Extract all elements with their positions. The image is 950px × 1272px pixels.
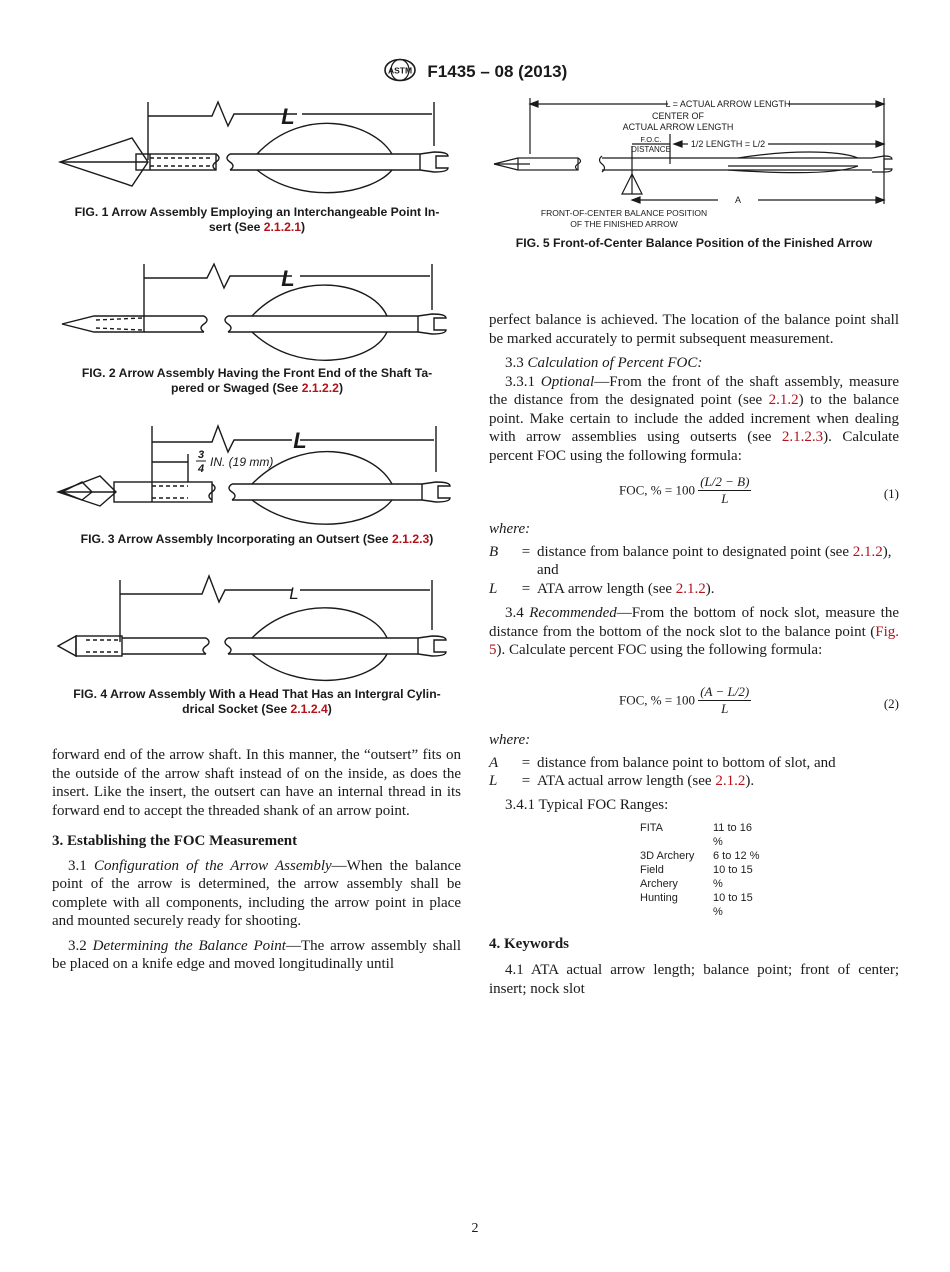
left-column-text [52, 746, 461, 980]
foc-table-row [640, 905, 783, 919]
figure-2-caption: FIG. 2 Arrow Assembly Having the Front End of the Shaft Ta- pered or Swaged (See 2.1.2.2) [81, 366, 433, 395]
fig3-dimension-text: IN. (19 mm) [210, 455, 274, 469]
figure-3-drawing [52, 420, 462, 525]
fig3-fraction-numerator: 3 [198, 449, 205, 461]
fig2-dimension-label: L [281, 266, 295, 291]
fig3-fraction-denominator: 4 [198, 463, 205, 475]
fig3-ref-link[interactable]: 2.1.2.3 [391, 532, 430, 546]
right-column-text [489, 311, 899, 471]
foc-table-row [640, 891, 783, 905]
paragraph-continuation: forward end of the arrow shaft. In this manner, the “outsert” fits on the outside of the arrow shaft instead of on the inside, as does the insert. Like the insert, the outsert can have an internal thread in its forward end to accept the threaded shank of an arrow point. [52, 747, 461, 819]
foc-category-cell: Field [640, 864, 664, 876]
section-3-4-1: 3.4.1 Typical FOC Ranges: [505, 797, 669, 813]
fig1-dimension-label: L [281, 104, 295, 129]
section-3-3-1: 3.3.1 Optional—From the front of the shaft assembly, measure the distance from the designated point (see 2.1.2) to the balance point. Make certain to include the added increment when dealing with arrow assemblies using outserts (see 2.1.2.3). Calculate percent FOC using the following formula: [489, 373, 899, 464]
document-id: F1435 – 08 (2013) [427, 61, 568, 81]
fig5-label-half: 1/2 LENGTH = L/2 [690, 139, 766, 149]
section-3-1: 3.1 Configuration of the Arrow Assembly—When the balance point of the arrow is determined, the arrow assembly shall be complete with all components, including the arrow point in place and mounted securely ready for shooting. [52, 857, 461, 929]
fig5-label-foc-2: DISTANCE [631, 145, 671, 154]
where-block-1: where: B = distance from balance point to designated point (see 2.1.2), and L = ATA arrow length (see 2.1.2). [489, 521, 892, 597]
page-number: 2 [471, 1221, 479, 1236]
equation-2-number: (2) [883, 696, 899, 711]
ref-2-1-2-a[interactable]: 2.1.2 [768, 392, 799, 408]
fig5-label-center-1: CENTER OF [651, 111, 705, 121]
figure-4-caption: FIG. 4 Arrow Assembly With a Head That Has an Intergral Cylin- drical Socket (See 2.1.2.4) [73, 687, 441, 716]
foc-range-cell: 10 to 15 [713, 864, 753, 876]
figure-5-drawing [488, 94, 900, 234]
astm-logo-icon [383, 58, 417, 87]
foc-category-cell: 3D Archery [640, 850, 695, 862]
logo-text: ASTM [387, 65, 412, 76]
ref-2-1-2-d[interactable]: 2.1.2 [715, 773, 746, 789]
section-3-3: 3.3 Calculation of Percent FOC: [505, 355, 703, 371]
fig5-label-a: A [734, 195, 742, 205]
foc-range-cell: 11 to 16 [713, 822, 752, 834]
foc-category-cell [640, 835, 713, 849]
foc-category-cell: Archery [640, 878, 678, 890]
ref-2-1-2-c[interactable]: 2.1.2 [675, 580, 706, 597]
foc-table-row [640, 835, 783, 849]
fig5-label-bottom-1: FRONT-OF-CENTER BALANCE POSITION [540, 208, 708, 218]
figure-5-caption: FIG. 5 Front-of-Center Balance Position of the Finished Arrow [515, 236, 873, 250]
foc-category-cell: FITA [640, 822, 664, 834]
foc-range-cell: % [713, 878, 723, 890]
section-3-4: 3.4 Recommended—From the bottom of nock slot, measure the distance from the bottom of the nock slot to the balance point (Fig. 5). Calculate percent FOC using the following formula: [489, 605, 899, 658]
fig4-dimension-label: L [289, 584, 299, 603]
section-4-heading: 4. Keywords [489, 936, 569, 952]
foc-range-cell: 10 to 15 [713, 892, 753, 904]
fig3-dimension-label: L [293, 428, 307, 453]
section-4-1: 4.1 ATA actual arrow length; balance point; front of center; insert; nock slot [489, 962, 899, 997]
equation-2: FOC, % = 100 $\frac{(A - L/2)}{L}$ (2) [619, 684, 899, 716]
section-3-heading: 3. Establishing the FOC Measurement [52, 833, 298, 849]
foc-table-row [640, 863, 783, 877]
paragraph-continuation-right: perfect balance is achieved. The location of the balance point shall be marked accurately to permit subsequent measurement. [489, 312, 899, 347]
figure-1-drawing [52, 96, 462, 206]
foc-range-cell: % [713, 906, 723, 918]
section-3-2: 3.2 Determining the Balance Point—The arrow assembly shall be placed on a knife edge and moved longitudinally until [52, 937, 461, 972]
fig5-label-length: L = ACTUAL ARROW LENGTH [665, 99, 791, 109]
foc-range-cell: % [713, 836, 723, 848]
foc-category-cell: Hunting [640, 892, 678, 904]
foc-table-row [640, 877, 783, 891]
figure-1-caption: FIG. 1 Arrow Assembly Employing an Interchangeable Point In- sert (See 2.1.2.1) [74, 205, 440, 234]
equation-1-number: (1) [883, 486, 899, 501]
fig4-ref-link[interactable]: 2.1.2.4 [290, 702, 328, 716]
fig1-ref-link[interactable]: 2.1.2.1 [263, 220, 302, 234]
fig5-label-foc-1: F.O.C. [640, 135, 662, 144]
foc-table-row [640, 849, 783, 863]
fig5-label-center-2: ACTUAL ARROW LENGTH [622, 122, 734, 132]
equation-1: FOC, % = 100 $\frac{(L/2 - B)}{L}$ (1) [619, 474, 899, 506]
page-header [0, 58, 950, 87]
foc-category-cell [640, 905, 713, 919]
figure-4-drawing [52, 572, 462, 682]
figure-2-drawing [52, 260, 462, 365]
where-block-2: where: A = distance from balance point to bottom of slot, and L = ATA actual arrow length (see 2.1.2). [489, 732, 836, 789]
ref-2-1-2-3[interactable]: 2.1.2.3 [781, 429, 824, 445]
fig5-label-bottom-2: OF THE FINISHED ARROW [570, 219, 678, 229]
ref-2-1-2-b[interactable]: 2.1.2 [852, 543, 883, 560]
fig2-ref-link[interactable]: 2.1.2.2 [301, 381, 339, 395]
figure-3-caption: FIG. 3 Arrow Assembly Incorporating an Outsert (See 2.1.2.3) [80, 532, 434, 546]
foc-table-row [640, 821, 783, 835]
fig5-ref-link[interactable]: Fig. 5 [489, 623, 899, 658]
foc-ranges-table [640, 821, 783, 919]
foc-range-cell: 6 to 12 % [713, 850, 760, 862]
